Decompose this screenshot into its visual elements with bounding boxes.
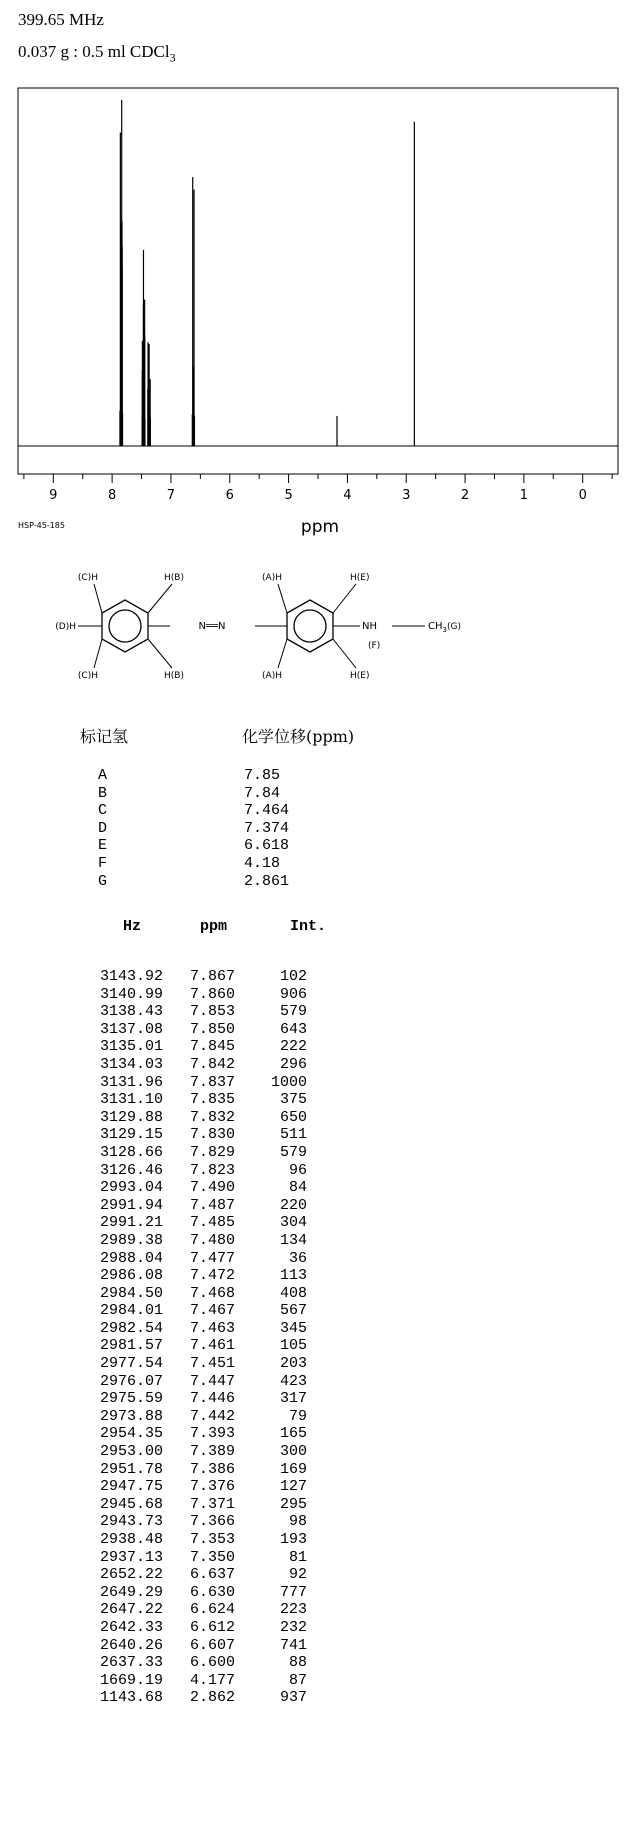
peak-row: 2984.01 7.467 567: [100, 1302, 308, 1320]
assignment-label: E: [98, 837, 108, 855]
ch3-subscript: 3: [442, 626, 447, 634]
label-a-bot: (A)H: [262, 671, 282, 681]
peak-row: 3140.99 7.860 906: [100, 985, 308, 1003]
x-tick-label: 5: [284, 488, 293, 503]
peak-row: 2993.04 7.490 84: [100, 1179, 308, 1197]
assignment-shift: 6.618: [244, 837, 290, 855]
peak-row: 3143.92 7.867 102: [100, 968, 308, 985]
peak-row: 3129.88 7.832 650: [100, 1108, 308, 1126]
x-tick-label: 2: [460, 488, 470, 503]
peak-row: 2989.38 7.480 134: [100, 1231, 308, 1249]
bond-b-bot: [148, 639, 172, 668]
peak-row: 2991.94 7.487 220: [100, 1196, 308, 1214]
assignment-shift: 7.85: [244, 767, 281, 784]
label-c-top: (C)H: [77, 573, 98, 583]
peak-row: 1143.68 2.862 937: [100, 1689, 308, 1707]
peak-row: 2977.54 7.451 203: [100, 1355, 308, 1373]
x-axis-label: ppm: [300, 517, 340, 537]
nmr-spectrum: [0, 0, 624, 720]
aromatic-circle-right: [294, 610, 326, 642]
peak-row: 2652.22 6.637 92: [100, 1566, 308, 1584]
assignment-label: D: [98, 819, 108, 837]
assignment-label: C: [98, 802, 108, 820]
bond-b-top: [148, 584, 172, 613]
assignment-shift: 7.374: [244, 819, 290, 837]
label-d: (D)H: [55, 622, 76, 632]
peak-row: 2953.00 7.389 300: [100, 1443, 308, 1461]
peak-row: 2647.22 6.624 223: [100, 1601, 308, 1619]
x-tick-label: 3: [402, 488, 411, 503]
peak-row: 3138.43 7.853 579: [100, 1003, 308, 1021]
peak-row: 2937.13 7.350 81: [100, 1548, 308, 1566]
spectrometer-frequency: 399.65 MHz: [18, 10, 104, 29]
label-azo: N══N: [198, 621, 226, 632]
assignment-shift: 7.464: [244, 802, 290, 820]
peak-row: 3131.96 7.837 1000: [100, 1073, 308, 1091]
peak-row: 2640.26 6.607 741: [100, 1636, 308, 1654]
peak-row: 3128.66 7.829 579: [100, 1143, 308, 1161]
peak-row: 3129.15 7.830 511: [100, 1126, 308, 1144]
peak-row: 3134.03 7.842 296: [100, 1055, 308, 1073]
peak-row: 2986.08 7.472 113: [100, 1267, 308, 1285]
plot-frame: [18, 88, 618, 474]
assignment-shift: 7.84: [244, 784, 281, 802]
tick-group: [24, 474, 612, 503]
peak-row: 2975.59 7.446 317: [100, 1390, 308, 1408]
peak-header-ppm: ppm: [200, 918, 228, 935]
assignment-shift: 4.18: [244, 854, 281, 872]
peak-row: 2976.07 7.447 423: [100, 1372, 308, 1390]
peak-row: 2945.68 7.371 295: [100, 1495, 308, 1513]
x-tick-label: 0: [578, 488, 587, 503]
peak-row: 2988.04 7.477 36: [100, 1249, 308, 1267]
x-tick-label: 8: [107, 488, 117, 503]
peak-row: 3135.01 7.845 222: [100, 1038, 308, 1056]
peak-header-int: Int.: [290, 918, 327, 935]
peak-row: 2951.78 7.386 169: [100, 1460, 308, 1478]
peak-row: 3137.08 7.850 643: [100, 1020, 308, 1038]
assignment-label: F: [98, 854, 108, 872]
peak-row: 2981.57 7.461 105: [100, 1337, 308, 1355]
peak-row: 2991.21 7.485 304: [100, 1214, 308, 1232]
label-e-top: H(E): [350, 573, 370, 583]
peak-row: 3131.10 7.835 375: [100, 1091, 308, 1109]
ch3-text: CH: [428, 621, 443, 632]
peak-row: 2637.33 6.600 88: [100, 1654, 308, 1672]
x-tick-label: 9: [49, 488, 58, 503]
assignment-header-shift: 化学位移(ppm): [242, 727, 355, 746]
x-tick-label: 6: [225, 488, 234, 503]
peak-row: 2973.88 7.442 79: [100, 1407, 308, 1425]
peak-row: 2938.48 7.353 193: [100, 1531, 308, 1548]
sample-prefix: 0.037 g : 0.5 ml CDCl: [18, 42, 170, 61]
peak-row: 3126.46 7.823 96: [100, 1161, 308, 1179]
assignment-label: G: [98, 872, 108, 890]
peak-row: 2982.54 7.463 345: [100, 1319, 308, 1337]
assignment-shifts: [244, 767, 289, 890]
bond-a-top: [278, 584, 287, 613]
peak-header-hz: Hz: [123, 918, 142, 935]
peak-row: 2984.50 7.468 408: [100, 1284, 308, 1302]
bond-e-bot: [333, 639, 356, 668]
label-nh: NH: [362, 621, 377, 632]
assignment-shift: 2.861: [244, 872, 290, 890]
x-tick-label: 1: [519, 488, 529, 503]
label-f: (F): [368, 641, 381, 651]
peak-row: 2649.29 6.630 777: [100, 1583, 308, 1601]
peak-row: 2943.73 7.366 98: [100, 1513, 308, 1531]
peak-row: 1669.19 4.177 87: [100, 1671, 308, 1689]
label-b-bot: H(B): [164, 671, 184, 681]
assignment-labels: [98, 767, 107, 890]
label-g: (G): [446, 622, 461, 632]
assignment-header-label: 标记氢: [80, 727, 129, 746]
label-c-bot: (C)H: [77, 671, 98, 681]
bond-c-top: [94, 584, 102, 613]
label-ch3: [428, 621, 461, 634]
x-tick-label: 7: [166, 488, 176, 503]
assignment-label: A: [98, 767, 108, 784]
chemical-structure: [55, 573, 461, 681]
bond-e-top: [333, 584, 356, 613]
label-a-top: (A)H: [262, 573, 282, 583]
x-tick-label: 4: [343, 488, 352, 503]
peak-row: 2954.35 7.393 165: [100, 1425, 308, 1443]
label-e-bot: H(E): [350, 671, 370, 681]
bond-c-bot: [94, 639, 102, 668]
peak-list: [100, 968, 307, 1707]
peak-row: 2947.75 7.376 127: [100, 1478, 308, 1496]
peak-group: [120, 100, 414, 446]
sample-code: HSP-45-185: [18, 521, 65, 530]
sample-subscript: 3: [169, 50, 176, 65]
bond-a-bot: [278, 639, 287, 668]
aromatic-circle-left: [109, 610, 141, 642]
label-b-top: H(B): [164, 573, 184, 583]
peak-row: 2642.33 6.612 232: [100, 1618, 308, 1636]
assignment-label: B: [98, 784, 108, 802]
